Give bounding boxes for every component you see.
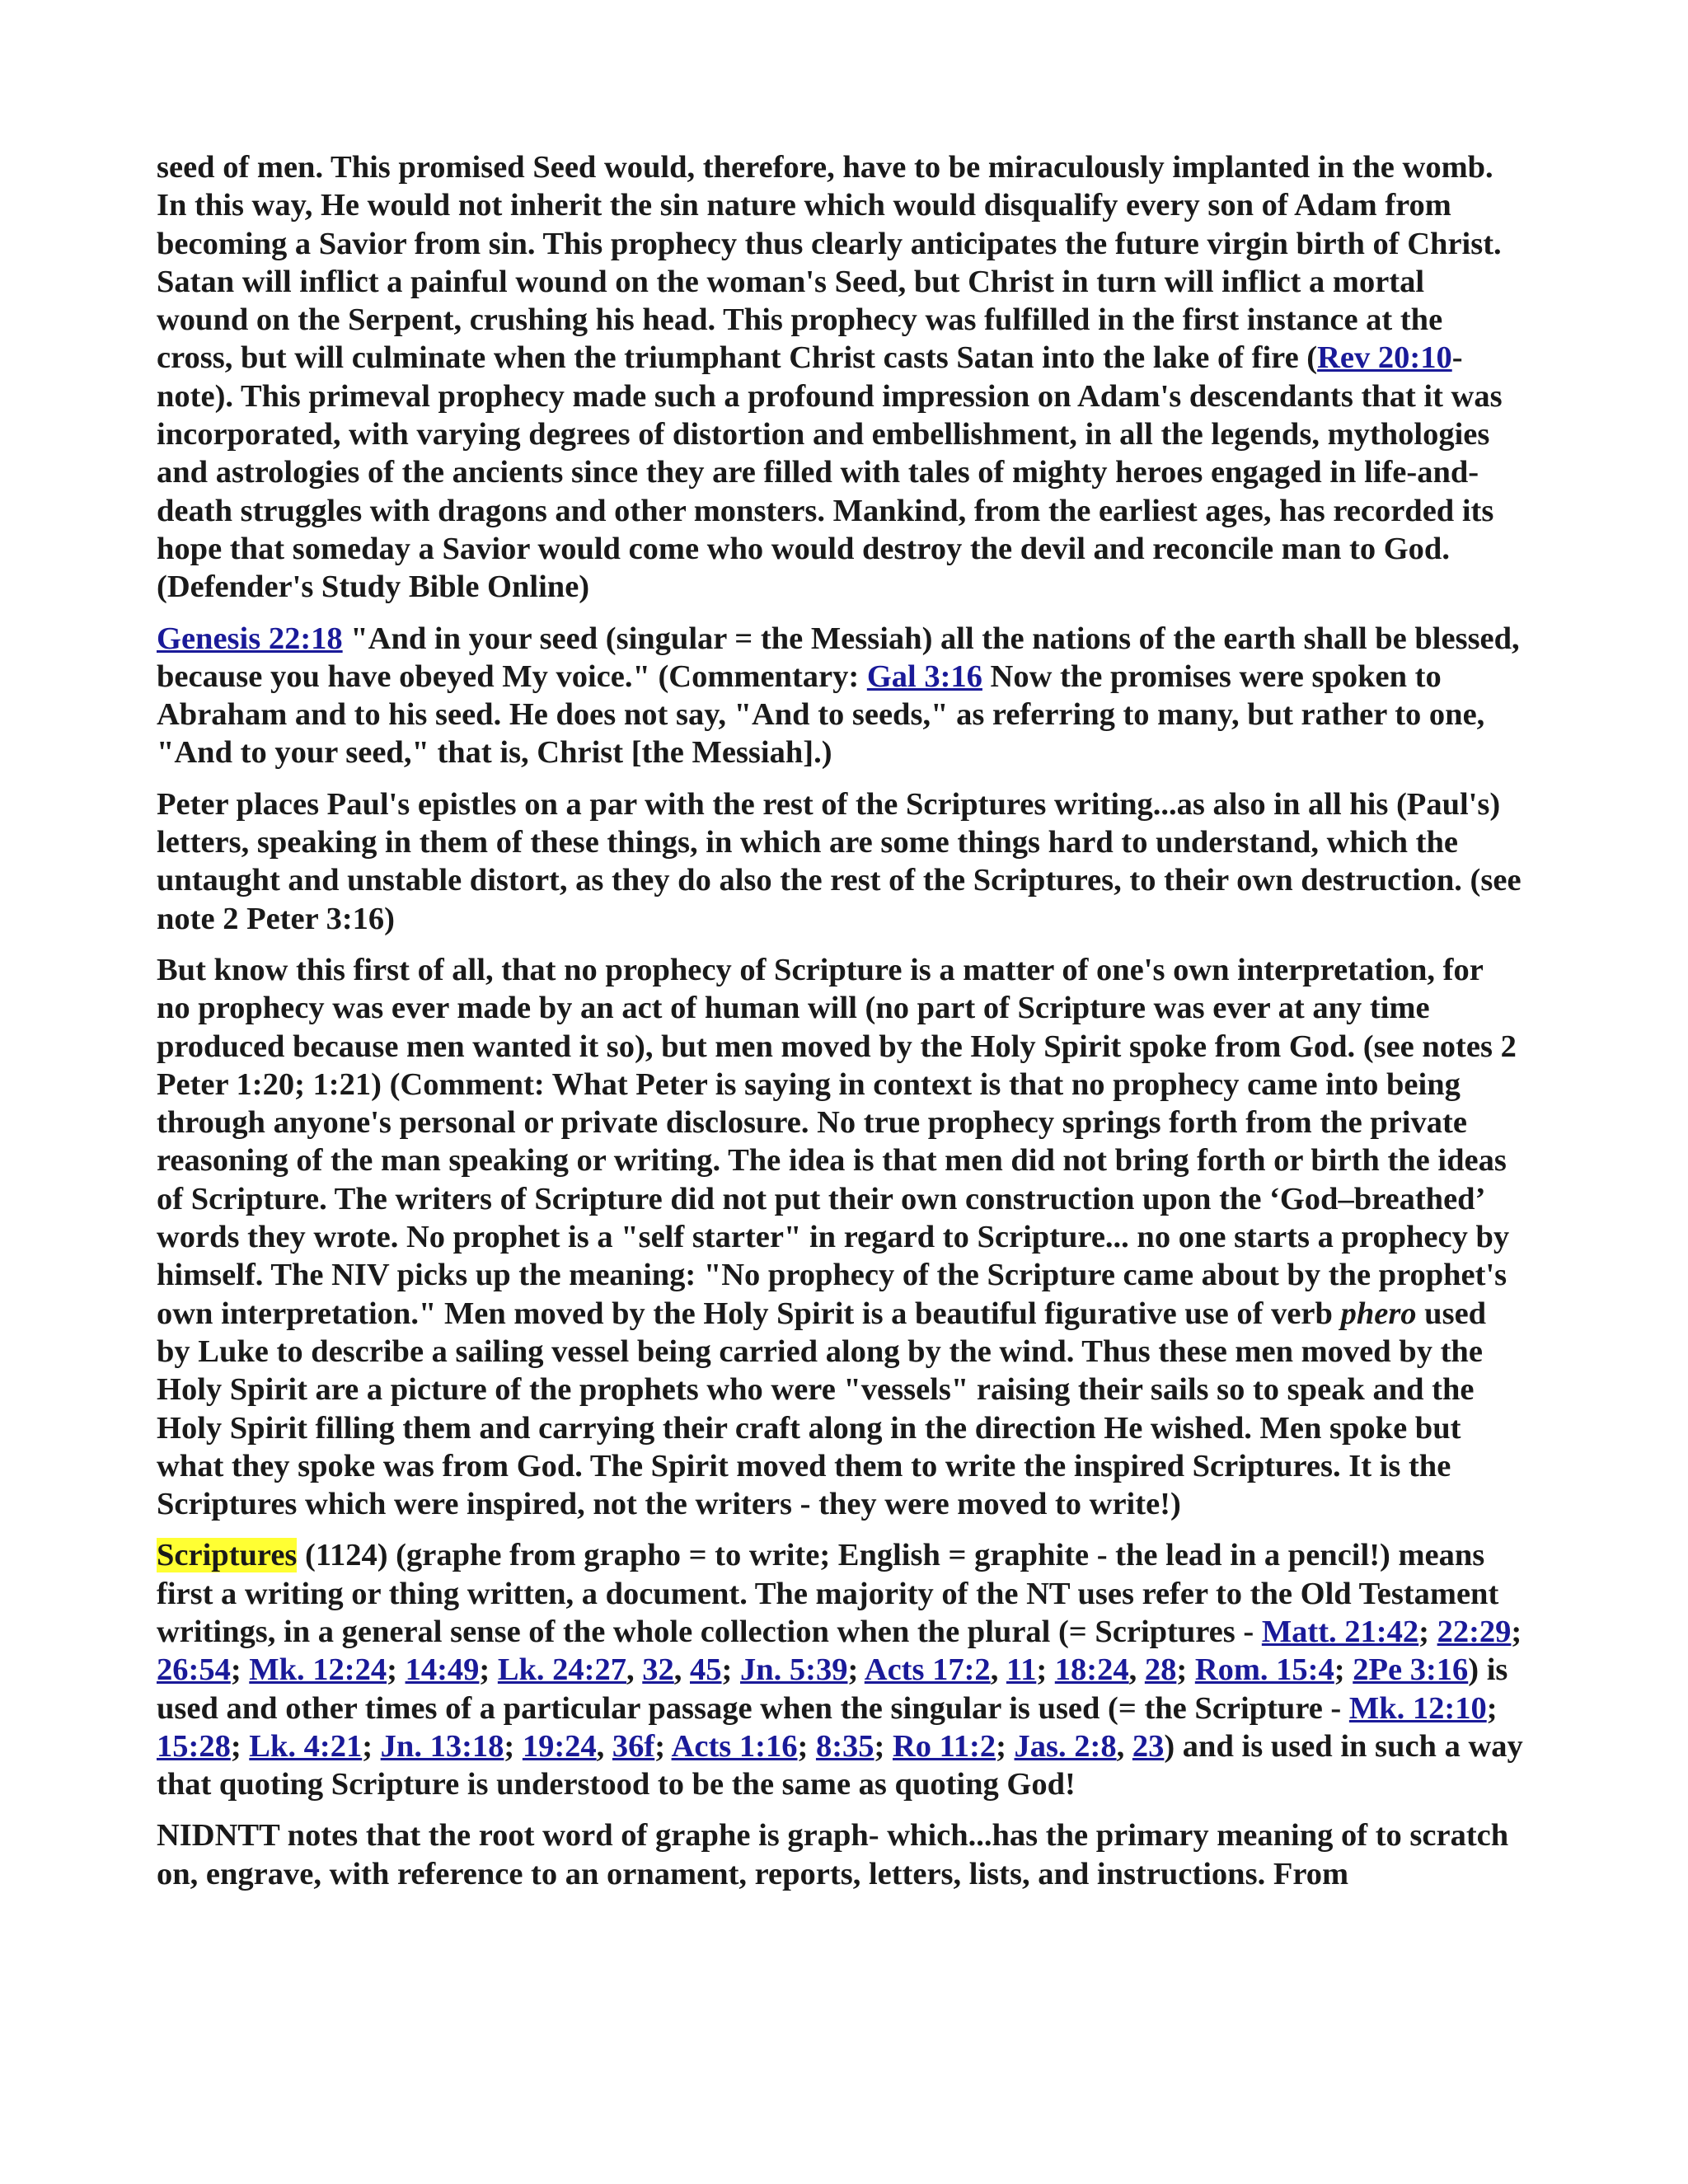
scripture-reference-link[interactable]: Lk. 24:27 [497, 1652, 627, 1688]
text-run: ; [387, 1652, 406, 1688]
document-page [157, 148, 1523, 1906]
text-run: ; [1036, 1652, 1055, 1688]
scripture-reference-link[interactable]: Acts 17:2 [864, 1652, 991, 1688]
scripture-reference-link[interactable]: Ro 11:2 [892, 1728, 996, 1764]
scripture-reference-link[interactable]: Mk. 12:10 [1348, 1690, 1487, 1726]
text-run: ; [479, 1652, 498, 1688]
scripture-reference-link[interactable]: Mk. 12:24 [249, 1652, 387, 1688]
text-run: ; [797, 1728, 816, 1764]
scripture-reference-link[interactable]: 26:54 [157, 1652, 231, 1688]
scripture-reference-link[interactable]: 15:28 [157, 1728, 231, 1764]
text-run: Peter places Paul's epistles on a par with the rest of the Scriptures writing...as also in all his (Paul's) letters, speaking in them of these things, in which are some things hard to understand, which the untaught and unstable distort, as they do also the rest of the Scriptures, to their own destruction. (see note 2 Peter 3:16) [157, 786, 1522, 936]
text-run: , [596, 1728, 612, 1764]
text-run: ) is used and other times of a particular passage when the singular is used (= the Scripture - [157, 1652, 1508, 1726]
text-run: ; [230, 1728, 250, 1764]
text-run: , [990, 1652, 1006, 1688]
prophecy-of-scripture-paragraph [157, 951, 1523, 1523]
scripture-reference-link[interactable]: Acts 1:16 [671, 1728, 798, 1764]
scripture-reference-link[interactable]: Jas. 2:8 [1014, 1728, 1117, 1764]
highlighted-term: Scriptures [157, 1538, 298, 1573]
text-run: ; [1511, 1614, 1522, 1649]
text-run: ; [504, 1728, 523, 1764]
text-run: ) and is used in such a way that quoting Scripture is understood to be the same as quoting God! [157, 1728, 1523, 1802]
genesis-22-18-paragraph [157, 620, 1523, 772]
text-run: NIDNTT notes that the root word of graphe is graph- which...has the primary meaning of to scratch on, engrave, with reference to an ornament, reports, letters, lists, and instructions. From [157, 1818, 1509, 1891]
text-run: ; [230, 1652, 250, 1688]
text-run: , [673, 1652, 691, 1688]
text-run: ; [874, 1728, 893, 1764]
text-run: ; [1334, 1652, 1353, 1688]
text-run: ; [1486, 1690, 1498, 1726]
scripture-reference-link[interactable]: 36f [612, 1728, 655, 1764]
scripture-reference-link[interactable]: 22:29 [1437, 1614, 1512, 1649]
text-run: ; [1418, 1614, 1437, 1649]
text-run: , [1128, 1652, 1145, 1688]
text-run: (1124) (graphe from grapho = to write; English = graphite - the lead in a pencil!) means first a writing or thing written, a document. The majority of the NT uses refer to the Old Testament writings, in a general sense of the whole collection when the plural (= Scriptures - [157, 1538, 1499, 1649]
scripture-reference-link[interactable]: Matt. 21:42 [1261, 1614, 1419, 1649]
scripture-reference-link[interactable]: 23 [1132, 1728, 1165, 1764]
scriptures-definition-paragraph [157, 1536, 1523, 1803]
genesis-3-15-commentary-paragraph [157, 148, 1523, 607]
nidntt-note-paragraph [157, 1816, 1523, 1893]
text-run: "And in your seed (singular = the Messiah) all the nations of the earth shall be blessed, because you have obeyed My voice." (Commentary: [157, 621, 1520, 694]
text-run: But know this first of all, that no prophecy of Scripture is a matter of one's own interpretation, for no prophecy was ever made by an act of human will (no part of Scripture was ever at any time produced because men wanted it so), but men moved by the Holy Spirit spoke from God. (see notes 2 Peter 1:20; 1:21) (Comment: What Peter is saying in context is that no prophecy came into being through anyone's personal or private disclosure. No true prophecy springs forth from the private reasoning of the man speaking or writing. The idea is that men did not bring forth or birth the ideas of Scripture. The writers of Scripture did not put their own construction upon the ‘God–breathed’ words they wrote. No prophet is a "self starter" in regard to Scripture... no one starts a prophecy by himself. The NIV picks up the meaning: "No prophecy of the Scripture came about by the prophet's own interpretation." Men moved by the Holy Spirit is a beautiful figurative use of verb [157, 952, 1517, 1331]
text-run: seed of men. This promised Seed would, therefore, have to be miraculously implanted in the womb. In this way, He would not inherit the sin nature which would disqualify every son of Adam from becoming a Savior from sin. This prophecy thus clearly anticipates the future virgin birth of Christ. Satan will inflict a painful wound on the woman's Seed, but Christ in turn will inflict a mortal wound on the Serpent, crushing his head. This prophecy was fulfilled in the first instance at the cross, but will culminate when the triumphant Christ casts Satan into the lake of fire ( [157, 150, 1502, 376]
scripture-reference-link[interactable]: 45 [690, 1652, 722, 1688]
text-run: Now the promises were spoken to Abraham and to his seed. He does not say, "And to seeds," as referring to many, but rather to one, "And to your seed," that is, Christ [the Messiah].) [157, 658, 1485, 771]
italic-term: phero [1340, 1296, 1417, 1331]
scripture-reference-link[interactable]: 19:24 [522, 1728, 597, 1764]
text-run: ; [996, 1728, 1015, 1764]
scripture-reference-link[interactable]: Lk. 4:21 [249, 1728, 363, 1764]
text-run: ; [654, 1728, 672, 1764]
text-run: used by Luke to describe a sailing vessel being carried along by the wind. Thus these men moved by the Holy Spirit are a picture of the prophets who were "vessels" raising their sails so to speak and the Holy Spirit filling them and carrying their craft along in the direction He wished. Men spoke but what they spoke was from God. The Spirit moved them to write the inspired Scriptures. It is the Scriptures which were inspired, not the writers - they were moved to write!) [157, 1296, 1487, 1522]
scripture-reference-link[interactable]: 8:35 [815, 1728, 874, 1764]
peter-pauls-epistles-paragraph [157, 785, 1523, 938]
text-run: ; [362, 1728, 381, 1764]
text-run: -note). This primeval prophecy made such a profound impression on Adam's descendants that it was incorporated, with varying degrees of distortion and embellishment, in all the legends, mythologies and astrologies of the ancients since they are filled with tales of mighty heroes engaged in life-and-death struggles with dragons and other monsters. Mankind, from the earliest ages, has recorded its hope that someday a Savior would come who would destroy the devil and reconcile man to God. (Defender's Study Bible Online) [157, 340, 1503, 605]
scripture-reference-link[interactable]: Genesis 22:18 [157, 621, 343, 656]
scripture-reference-link[interactable]: 32 [642, 1652, 674, 1688]
scripture-reference-link[interactable]: 2Pe 3:16 [1353, 1652, 1469, 1688]
scripture-reference-link[interactable]: 28 [1144, 1652, 1177, 1688]
scripture-reference-link[interactable]: Gal 3:16 [866, 658, 982, 694]
scripture-reference-link[interactable]: Jn. 5:39 [739, 1652, 848, 1688]
text-run: , [626, 1652, 643, 1688]
text-run: ; [1176, 1652, 1195, 1688]
text-run: ; [721, 1652, 740, 1688]
scripture-reference-link[interactable]: Jn. 13:18 [380, 1728, 504, 1764]
scripture-reference-link[interactable]: 14:49 [405, 1652, 480, 1688]
scripture-reference-link[interactable]: 11 [1006, 1652, 1037, 1688]
text-run: ; [847, 1652, 865, 1688]
scripture-reference-link[interactable]: 18:24 [1054, 1652, 1129, 1688]
scripture-reference-link[interactable]: Rev 20:10 [1317, 340, 1452, 376]
scripture-reference-link[interactable]: Rom. 15:4 [1194, 1652, 1334, 1688]
text-run: , [1116, 1728, 1132, 1764]
